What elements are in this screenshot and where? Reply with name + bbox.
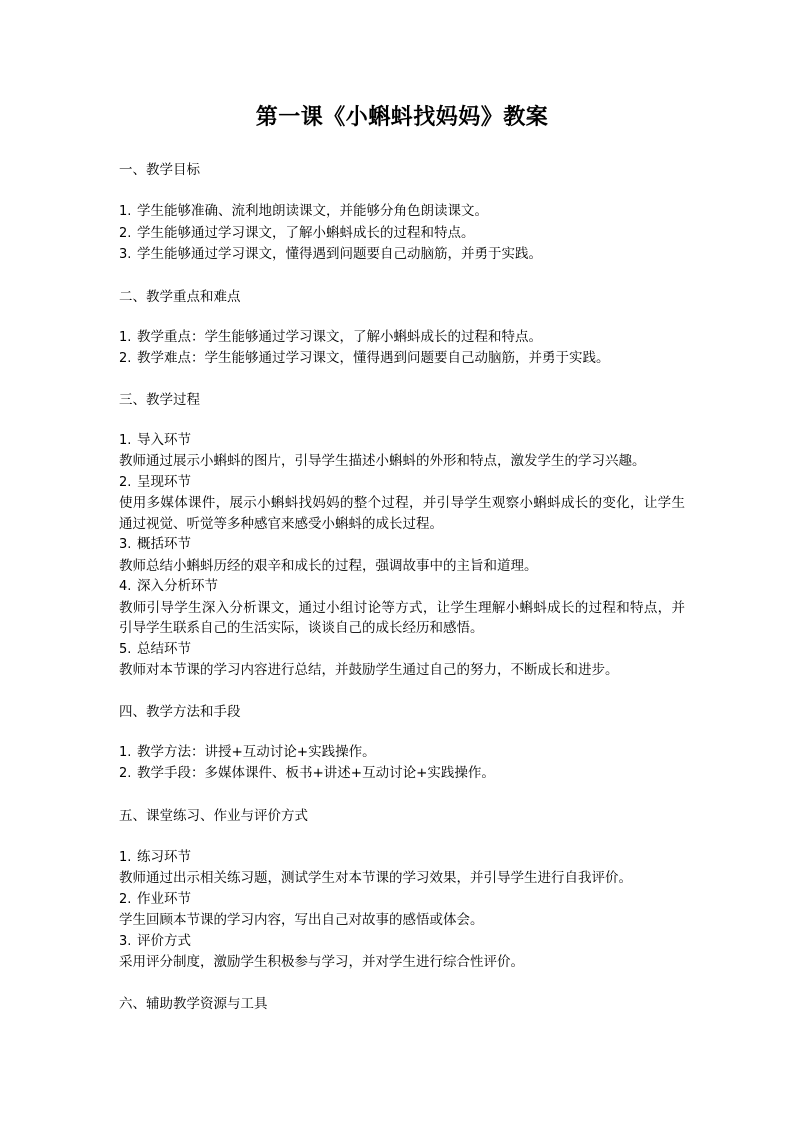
step-heading <box>119 639 685 661</box>
section-methods <box>119 702 685 785</box>
step-text: 教师通过展示小蝌蚪的图片，引导学生描述小蝌蚪的外形和特点，激发学生的学习兴趣。 <box>119 453 646 469</box>
step-title: 导入环节 <box>137 431 191 448</box>
item-number: 2. <box>119 351 132 366</box>
process-steps <box>119 430 685 681</box>
step-title: 评价方式 <box>137 932 191 949</box>
item-text: 学生能够通过学习课文，了解小蝌蚪成长的过程和特点。 <box>137 224 475 241</box>
section-keypoints <box>119 287 685 370</box>
document-body <box>119 100 685 1014</box>
step-heading <box>119 430 685 452</box>
step-heading <box>119 576 685 598</box>
step-text: 学生回顾本节课的学习内容，写出自己对故事的感悟或体会。 <box>119 912 484 928</box>
step-text: 使用多媒体课件，展示小蝌蚪找妈妈的整个过程，并引导学生观察小蝌蚪成长的变化，让学生通过视觉、听觉等多种感官来感受小蝌蚪的成长过程。 <box>119 495 685 532</box>
item-text: 教学方法：讲授+互动讨论+实践操作。 <box>137 743 376 760</box>
section-resources <box>119 994 685 1014</box>
item-number: 2. <box>119 225 132 241</box>
item-number: 2. <box>119 766 132 781</box>
list-item <box>119 201 685 223</box>
step-title: 深入分析环节 <box>137 578 218 594</box>
document-title: 第一课《小蝌蚪找妈妈》教案 <box>255 105 549 130</box>
step-heading <box>119 534 685 556</box>
section-process <box>119 390 685 681</box>
goals-list <box>119 201 685 266</box>
list-item <box>119 244 685 266</box>
section-heading: 三、教学过程 <box>119 391 200 408</box>
step-title: 总结环节 <box>137 640 191 657</box>
list-item <box>119 223 685 245</box>
step-number: 1. <box>119 849 132 865</box>
item-text: 学生能够准确、流利地朗读课文，并能够分角色朗读课文。 <box>137 203 488 219</box>
item-text: 教学难点：学生能够通过学习课文，懂得遇到问题要自己动脑筋，并勇于实践。 <box>137 350 610 366</box>
step-heading <box>119 889 685 911</box>
step-number: 2. <box>119 891 132 907</box>
item-number: 1. <box>119 329 132 345</box>
section-heading: 五、课堂练习、作业与评价方式 <box>119 807 308 824</box>
item-text: 学生能够通过学习课文，懂得遇到问题要自己动脑筋，并勇于实践。 <box>137 246 542 262</box>
section-heading: 四、教学方法和手段 <box>119 703 241 720</box>
item-number: 3. <box>119 247 132 262</box>
step-number: 3. <box>119 537 132 552</box>
list-item <box>119 327 685 349</box>
list-item <box>119 348 685 370</box>
step-title: 练习环节 <box>137 848 191 865</box>
step-text: 采用评分制度，激励学生积极参与学习，并对学生进行综合性评价。 <box>119 954 524 970</box>
section-heading: 六、辅助教学资源与工具 <box>119 995 268 1012</box>
step-text: 教师通过出示相关练习题，测试学生对本节课的学习效果，并引导学生进行自我评价。 <box>119 870 632 886</box>
step-title: 作业环节 <box>137 890 191 907</box>
step-text: 教师引导学生深入分析课文，通过小组讨论等方式，让学生理解小蝌蚪成长的过程和特点，并引导学生联系自己的生活实际，谈谈自己的成长经历和感悟。 <box>119 599 685 636</box>
section-practice <box>119 806 685 973</box>
step-title: 呈现环节 <box>137 473 191 490</box>
section-goals <box>119 160 685 266</box>
list-item <box>119 742 685 764</box>
step-number: 3. <box>119 933 132 949</box>
step-number: 2. <box>119 474 132 490</box>
step-number: 5. <box>119 641 132 657</box>
methods-list <box>119 742 685 785</box>
step-text: 教师总结小蝌蚪历经的艰辛和成长的过程，强调故事中的主旨和道理。 <box>119 557 538 574</box>
step-heading <box>119 472 685 494</box>
section-heading: 二、教学重点和难点 <box>119 288 241 305</box>
step-title: 概括环节 <box>137 536 191 552</box>
step-number: 1. <box>119 432 132 448</box>
keypoints-list <box>119 327 685 370</box>
step-heading <box>119 931 685 953</box>
item-text: 教学重点：学生能够通过学习课文，了解小蝌蚪成长的过程和特点。 <box>137 328 542 345</box>
step-text: 教师对本节课的学习内容进行总结，并鼓励学生通过自己的努力，不断成长和进步。 <box>119 662 619 678</box>
step-number: 4. <box>119 579 132 594</box>
step-heading <box>119 847 685 869</box>
practice-steps <box>119 847 685 973</box>
item-number: 1. <box>119 204 132 219</box>
section-heading: 一、教学目标 <box>119 162 200 178</box>
item-text: 教学手段：多媒体课件、板书+讲述+互动讨论+实践操作。 <box>137 765 495 781</box>
item-number: 1. <box>119 744 132 760</box>
list-item <box>119 763 685 785</box>
